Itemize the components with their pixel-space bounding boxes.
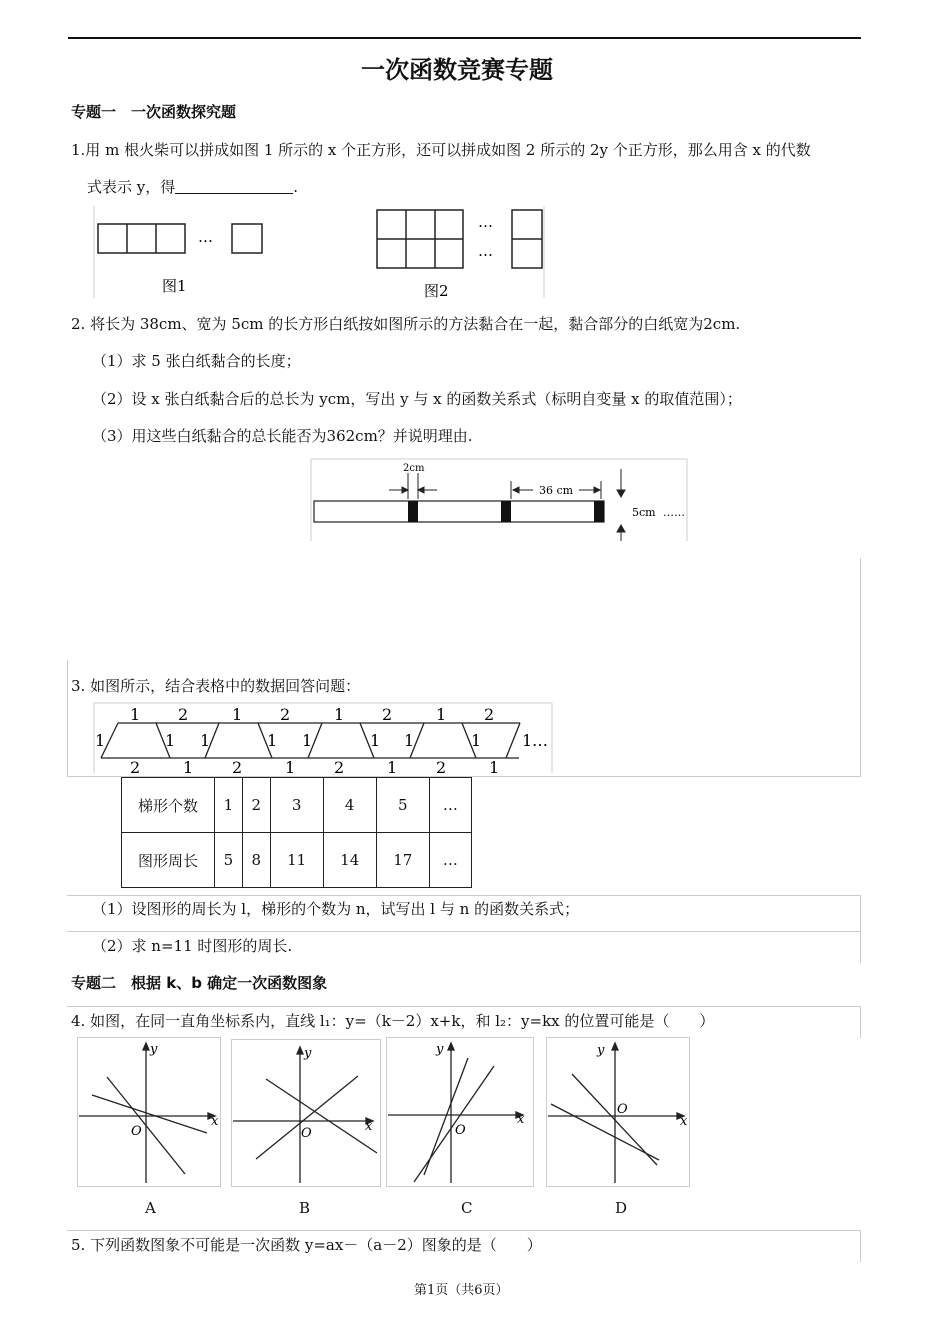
fig1-squares bbox=[98, 224, 185, 253]
table-cell: 14 bbox=[323, 833, 376, 888]
line-l2 bbox=[424, 1058, 468, 1175]
fig2-ellipsis-top: … bbox=[478, 213, 493, 231]
side-label-2: 1 bbox=[165, 731, 176, 750]
q3-part1: （1）设图形的周长为 l，梯形的个数为 n，试写出 l 与 n 的函数关系式； bbox=[92, 900, 580, 918]
table-cell: 5 bbox=[215, 833, 243, 888]
table-cell: 11 bbox=[270, 833, 323, 888]
side-label-1: 1 bbox=[95, 731, 106, 750]
top-label-7: 1 bbox=[436, 705, 447, 724]
origin-label: O bbox=[301, 1126, 312, 1141]
side-label-6: 1 bbox=[370, 731, 381, 750]
origin-label: O bbox=[455, 1123, 466, 1138]
section-heading-1: 专题一 一次函数探究题 bbox=[71, 103, 237, 121]
width-label: 5cm bbox=[632, 506, 656, 519]
option-a-label[interactable]: A bbox=[145, 1199, 156, 1217]
answer-area-right-rule bbox=[860, 558, 861, 776]
fig1-last-square bbox=[232, 224, 262, 253]
page-title: 一次函数竞赛专题 bbox=[361, 56, 553, 84]
line-l1 bbox=[256, 1076, 358, 1159]
side-label-8: 1 bbox=[471, 731, 482, 750]
row-rule bbox=[67, 1230, 861, 1231]
top-label-3: 1 bbox=[232, 705, 243, 724]
top-label-8: 2 bbox=[484, 705, 495, 724]
q4-stem: 4. 如图，在同一直角坐标系内，直线 l₁：y=（k－2）x+k，和 l₂：y=kx 的位置可能是（ ） bbox=[71, 1012, 715, 1030]
axis-x-label: x bbox=[211, 1114, 219, 1129]
trail-ellipsis: … bbox=[532, 731, 548, 750]
table-cell: 17 bbox=[376, 833, 429, 888]
q2-part2: （2）设 x 张白纸黏合后的总长为 ycm，写出 y 与 x 的函数关系式（标明自变量 x 的取值范围）； bbox=[92, 390, 742, 408]
table-header-perimeter: 图形周长 bbox=[122, 833, 215, 888]
table-cell: 1 bbox=[215, 778, 243, 833]
bottom-label-4: 1 bbox=[285, 758, 296, 777]
top-label-5: 1 bbox=[334, 705, 345, 724]
line-l1 bbox=[414, 1066, 494, 1182]
row-rule bbox=[67, 895, 861, 896]
top-label-4: 2 bbox=[280, 705, 291, 724]
section-heading-2: 专题二 根据 k、b 确定一次函数图象 bbox=[71, 974, 328, 992]
q2-part3: （3）用这些白纸黏合的总长能否为362cm？并说明理由. bbox=[92, 427, 473, 445]
q3-stem: 3. 如图所示，结合表格中的数据回答问题： bbox=[71, 677, 361, 695]
q5-stem: 5. 下列函数图象不可能是一次函数 y=ax－（a－2）图象的是（ ） bbox=[71, 1236, 542, 1254]
graph-option-b bbox=[231, 1039, 381, 1187]
paper-strip bbox=[314, 501, 604, 522]
top-label-2: 2 bbox=[178, 705, 189, 724]
row-rule bbox=[67, 1006, 861, 1007]
q2-part1: （1）求 5 张白纸黏合的长度； bbox=[92, 352, 301, 370]
q1-line2-prefix: 式表示 y，得 bbox=[87, 178, 176, 196]
side-label-4: 1 bbox=[267, 731, 278, 750]
top-label-6: 2 bbox=[382, 705, 393, 724]
graph-option-d bbox=[546, 1037, 690, 1187]
side-label-7: 1 bbox=[404, 731, 415, 750]
table-cell: 2 bbox=[242, 778, 270, 833]
fig1-ellipsis: … bbox=[198, 228, 213, 246]
bottom-label-8: 1 bbox=[489, 758, 500, 777]
graph-option-c bbox=[386, 1037, 534, 1187]
fig2-ellipsis-bottom: … bbox=[478, 242, 493, 260]
top-rule bbox=[68, 37, 861, 39]
axis-y-label: y bbox=[597, 1043, 605, 1058]
side-label-9: 1 bbox=[522, 731, 533, 750]
strip-continues: …… bbox=[663, 506, 685, 519]
page-footer: 第1页（共6页） bbox=[414, 1283, 509, 1298]
bottom-label-7: 2 bbox=[436, 758, 447, 777]
bottom-label-3: 2 bbox=[232, 758, 243, 777]
table-cell: 3 bbox=[270, 778, 323, 833]
line-l1 bbox=[551, 1104, 659, 1160]
overlap-label: 2cm bbox=[403, 463, 425, 474]
table-cell: 8 bbox=[242, 833, 270, 888]
table-cell: 5 bbox=[376, 778, 429, 833]
answer-area-left-rule bbox=[67, 660, 68, 776]
line-l1 bbox=[92, 1095, 207, 1133]
option-b-label[interactable]: B bbox=[299, 1199, 311, 1217]
axis-x-label: x bbox=[365, 1119, 373, 1134]
row-rule bbox=[860, 895, 861, 963]
top-label-1: 1 bbox=[130, 705, 141, 724]
bottom-label-6: 1 bbox=[387, 758, 398, 777]
table-cell: … bbox=[429, 778, 471, 833]
answer-blank[interactable] bbox=[175, 178, 293, 194]
side-label-3: 1 bbox=[200, 731, 211, 750]
q3-data-table bbox=[121, 777, 472, 888]
row-rule bbox=[860, 1230, 861, 1262]
q3-trapezoid-figure bbox=[94, 703, 554, 775]
axis-x-label: x bbox=[680, 1114, 688, 1129]
axis-y-label: y bbox=[150, 1042, 158, 1057]
axis-y-label: y bbox=[436, 1042, 444, 1057]
axis-x-label: x bbox=[517, 1112, 525, 1127]
table-cell: 4 bbox=[323, 778, 376, 833]
table-header-trapezoids: 梯形个数 bbox=[122, 778, 215, 833]
glue-part-1 bbox=[408, 501, 418, 522]
q1-figure bbox=[94, 206, 544, 300]
q1-line1: 1.用 m 根火柴可以拼成如图 1 所示的 x 个正方形，还可以拼成如图 2 所示的 2y 个正方形，那么用含 x 的代数 bbox=[71, 141, 811, 159]
length-label: 36 cm bbox=[539, 484, 574, 497]
bottom-label-5: 2 bbox=[334, 758, 345, 777]
q2-paper-strip-figure bbox=[311, 459, 687, 543]
bottom-label-1: 2 bbox=[130, 758, 141, 777]
axis-y-label: y bbox=[304, 1046, 312, 1061]
row-rule bbox=[67, 931, 861, 932]
option-d-label[interactable]: D bbox=[615, 1199, 628, 1217]
q1-line2 bbox=[87, 177, 298, 197]
graph-option-a bbox=[77, 1037, 221, 1187]
glue-part-3 bbox=[594, 501, 604, 522]
q2-stem: 2. 将长为 38cm、宽为 5cm 的长方形白纸按如图所示的方法黏合在一起，黏合部分的白纸宽为2cm. bbox=[71, 315, 741, 333]
line-l2 bbox=[266, 1079, 377, 1153]
option-c-label[interactable]: C bbox=[461, 1199, 473, 1217]
fig2-label: 图2 bbox=[424, 282, 449, 300]
table-cell: … bbox=[429, 833, 471, 888]
row-rule bbox=[860, 1006, 861, 1038]
side-label-5: 1 bbox=[302, 731, 313, 750]
fig1-label: 图1 bbox=[162, 277, 187, 295]
q3-part2: （2）求 n=11 时图形的周长. bbox=[92, 937, 293, 955]
glue-part-2 bbox=[501, 501, 511, 522]
origin-label: O bbox=[617, 1102, 628, 1117]
q1-line2-suffix: . bbox=[293, 178, 299, 196]
bottom-label-2: 1 bbox=[183, 758, 194, 777]
origin-label: O bbox=[131, 1124, 142, 1139]
